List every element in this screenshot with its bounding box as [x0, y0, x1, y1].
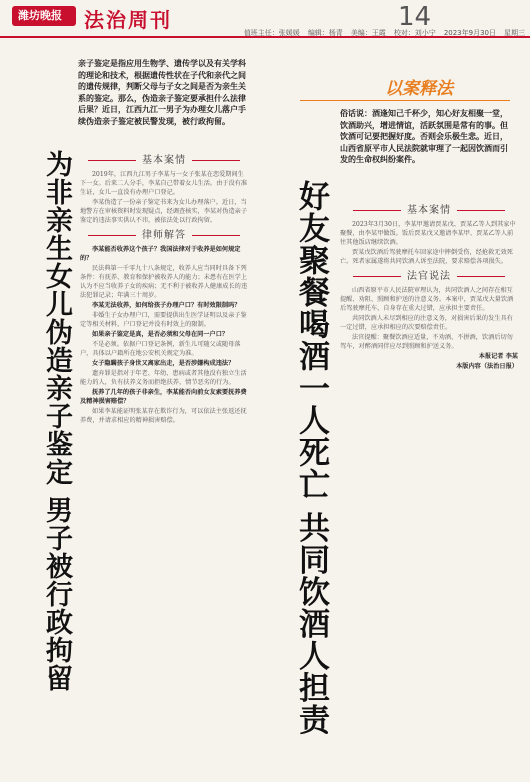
meta-date: 2023年9月30日	[443, 29, 496, 37]
left-case-paragraph: 2019年，江西九江男子李某与一女子张某在恋爱期间生下一女。后来二人分手，李某自己带着女儿生活。由于没有准生证，女儿一直没有办理户口登记。	[80, 171, 248, 196]
masthead	[0, 0, 530, 38]
ruling-paragraph: 共同饮酒人未尽到相应的注意义务，对损害后果的发生具有一定过错，应承担相应的次要赔偿责任。	[340, 315, 513, 331]
badge-divider	[300, 100, 510, 101]
qa-answer: 遗弃罪是指对于年老、年幼、患病或者其他没有独立生活能力的人，负有扶养义务而拒绝扶养，情节恶劣的行为。	[80, 370, 247, 386]
qa-question: 李某无法收养，如何给孩子办理户口？有时效限制吗？	[92, 302, 241, 309]
left-story-headline: 为非亲生女儿伪造亲子鉴定 男子被行政拘留	[41, 150, 72, 693]
qa-question: 抚养了几年的孩子非亲生，李某能否向前女友索要抚养费及精神损害赔偿？	[80, 389, 247, 405]
page-number: 14	[398, 2, 432, 32]
qa-answer: 民法典第一千零九十八条规定，收养人应当同时具备下列条件：有抚养、教育和保护被收养人的能力；未患有在医学上认为不应当收养子女的疾病；无不利于被收养人健康成长的违法犯罪记录；年满三十周岁。	[80, 265, 248, 299]
meta-editor: 值班主任：张媛媛	[243, 29, 300, 37]
right-subhead-case: 基本案情	[340, 206, 518, 215]
right-case-paragraph: 2023年3月30日，李某甲邀请贾某戊、贾某乙等人到其家中聚餐，由李某甲做饭。饭后贾某戊又邀请李某甲、贾某乙等人前往其他饭店继续饮酒。	[340, 221, 516, 246]
end-note: 本版内容（法治日报）	[456, 363, 518, 370]
ruling-paragraph: 法官提醒：聚餐饮酒应适量，不劝酒、不拼酒，饮酒后切勿驾车，对醉酒同伴应尽到照顾和护送义务。	[340, 334, 513, 350]
qa-question: 如果亲子鉴定是真，是否必须和父母在同一户口？	[92, 331, 229, 338]
meta-weekday: 星期三	[504, 29, 525, 37]
qa-answer: 如果李某能证明张某存在欺诈行为，可以依法主张返还抚养费，并请求相应的精神损害赔偿。	[80, 408, 247, 424]
right-subhead-judge: 法官说法	[340, 272, 518, 281]
source-note: 本报记者 李某	[478, 353, 518, 360]
meta-editor2: 编辑：杨青	[307, 29, 343, 37]
masthead-meta	[220, 28, 525, 38]
left-case-paragraph: 李某伪造了一份亲子鉴定书来为女儿办理落户。近日，当地警方在审核资料时发现疑点，经调查核实，李某对伪造亲子鉴定的违法事实供认不讳，被依法处以行政拘留。	[80, 199, 248, 224]
left-story-body	[80, 150, 248, 778]
left-subhead-case: 基本案情	[80, 156, 248, 165]
right-case-paragraph: 贾某戊饮酒后驾驶摩托车回家途中摔倒受伤，经抢救无效死亡。死者家属遂将共同饮酒人诉至法院，要求赔偿各项损失。	[340, 249, 513, 265]
right-story-lead: 俗话说：酒逢知己千杯少，知心好友相聚一堂，饮酒助兴，增进情谊，活跃氛围是常有的事。但饮酒可记要把握好度。否则会乐极生悲。近日，山西省原平市人民法院就审理了一起因饮酒而引发的生命权纠纷案件。	[340, 109, 508, 164]
qa-question: 女子隐瞒孩子身世又离家出走，是否涉嫌构成违法？	[92, 360, 235, 367]
meta-proof: 美编：王霞	[350, 29, 386, 37]
qa-answer: 非婚生子女办理户口，需要提供出生医学证明以及亲子鉴定等相关材料，户口登记并没有时效上的限制。	[80, 312, 247, 328]
left-story-lead: 亲子鉴定是指应用生物学、遗传学以及有关学科的理论和技术，根据遗传性状在子代和亲代之间的遗传规律，判断父母与子女之间是否为亲生关系的鉴定。那么，伪造亲子鉴定要承担什么法律后果？近日，江西九江一男子为办理女儿落户手续伪造亲子鉴定被民警发现，被行政拘留。	[78, 59, 246, 126]
section-badge: 以案释法	[385, 79, 453, 99]
right-story-headline: 好友聚餐喝酒一人死亡 共同饮酒人担责	[293, 180, 329, 736]
meta-check: 校对：刘小宁	[393, 29, 436, 37]
qa-question: 李某能否收养这个孩子？我国法律对于收养是如何规定的？	[80, 246, 241, 262]
section-title: 法治周刊	[84, 8, 172, 32]
qa-answer: 不是必须。依据户口登记条例，新生儿可随父或随母落户，具体以户籍所在地公安机关规定为准。	[80, 341, 241, 357]
ruling-paragraph: 山西省原平市人民法院审理认为，共同饮酒人之间存在相互提醒、劝阻、照顾和护送的注意义务。本案中，贾某戊大量饮酒后驾驶摩托车，自身存在重大过错，应承担主要责任。	[340, 287, 514, 312]
newspaper-logo: 潍坊晚报	[12, 6, 76, 26]
left-subhead-lawyer: 律师解答	[80, 231, 248, 240]
right-story-body	[340, 200, 518, 775]
